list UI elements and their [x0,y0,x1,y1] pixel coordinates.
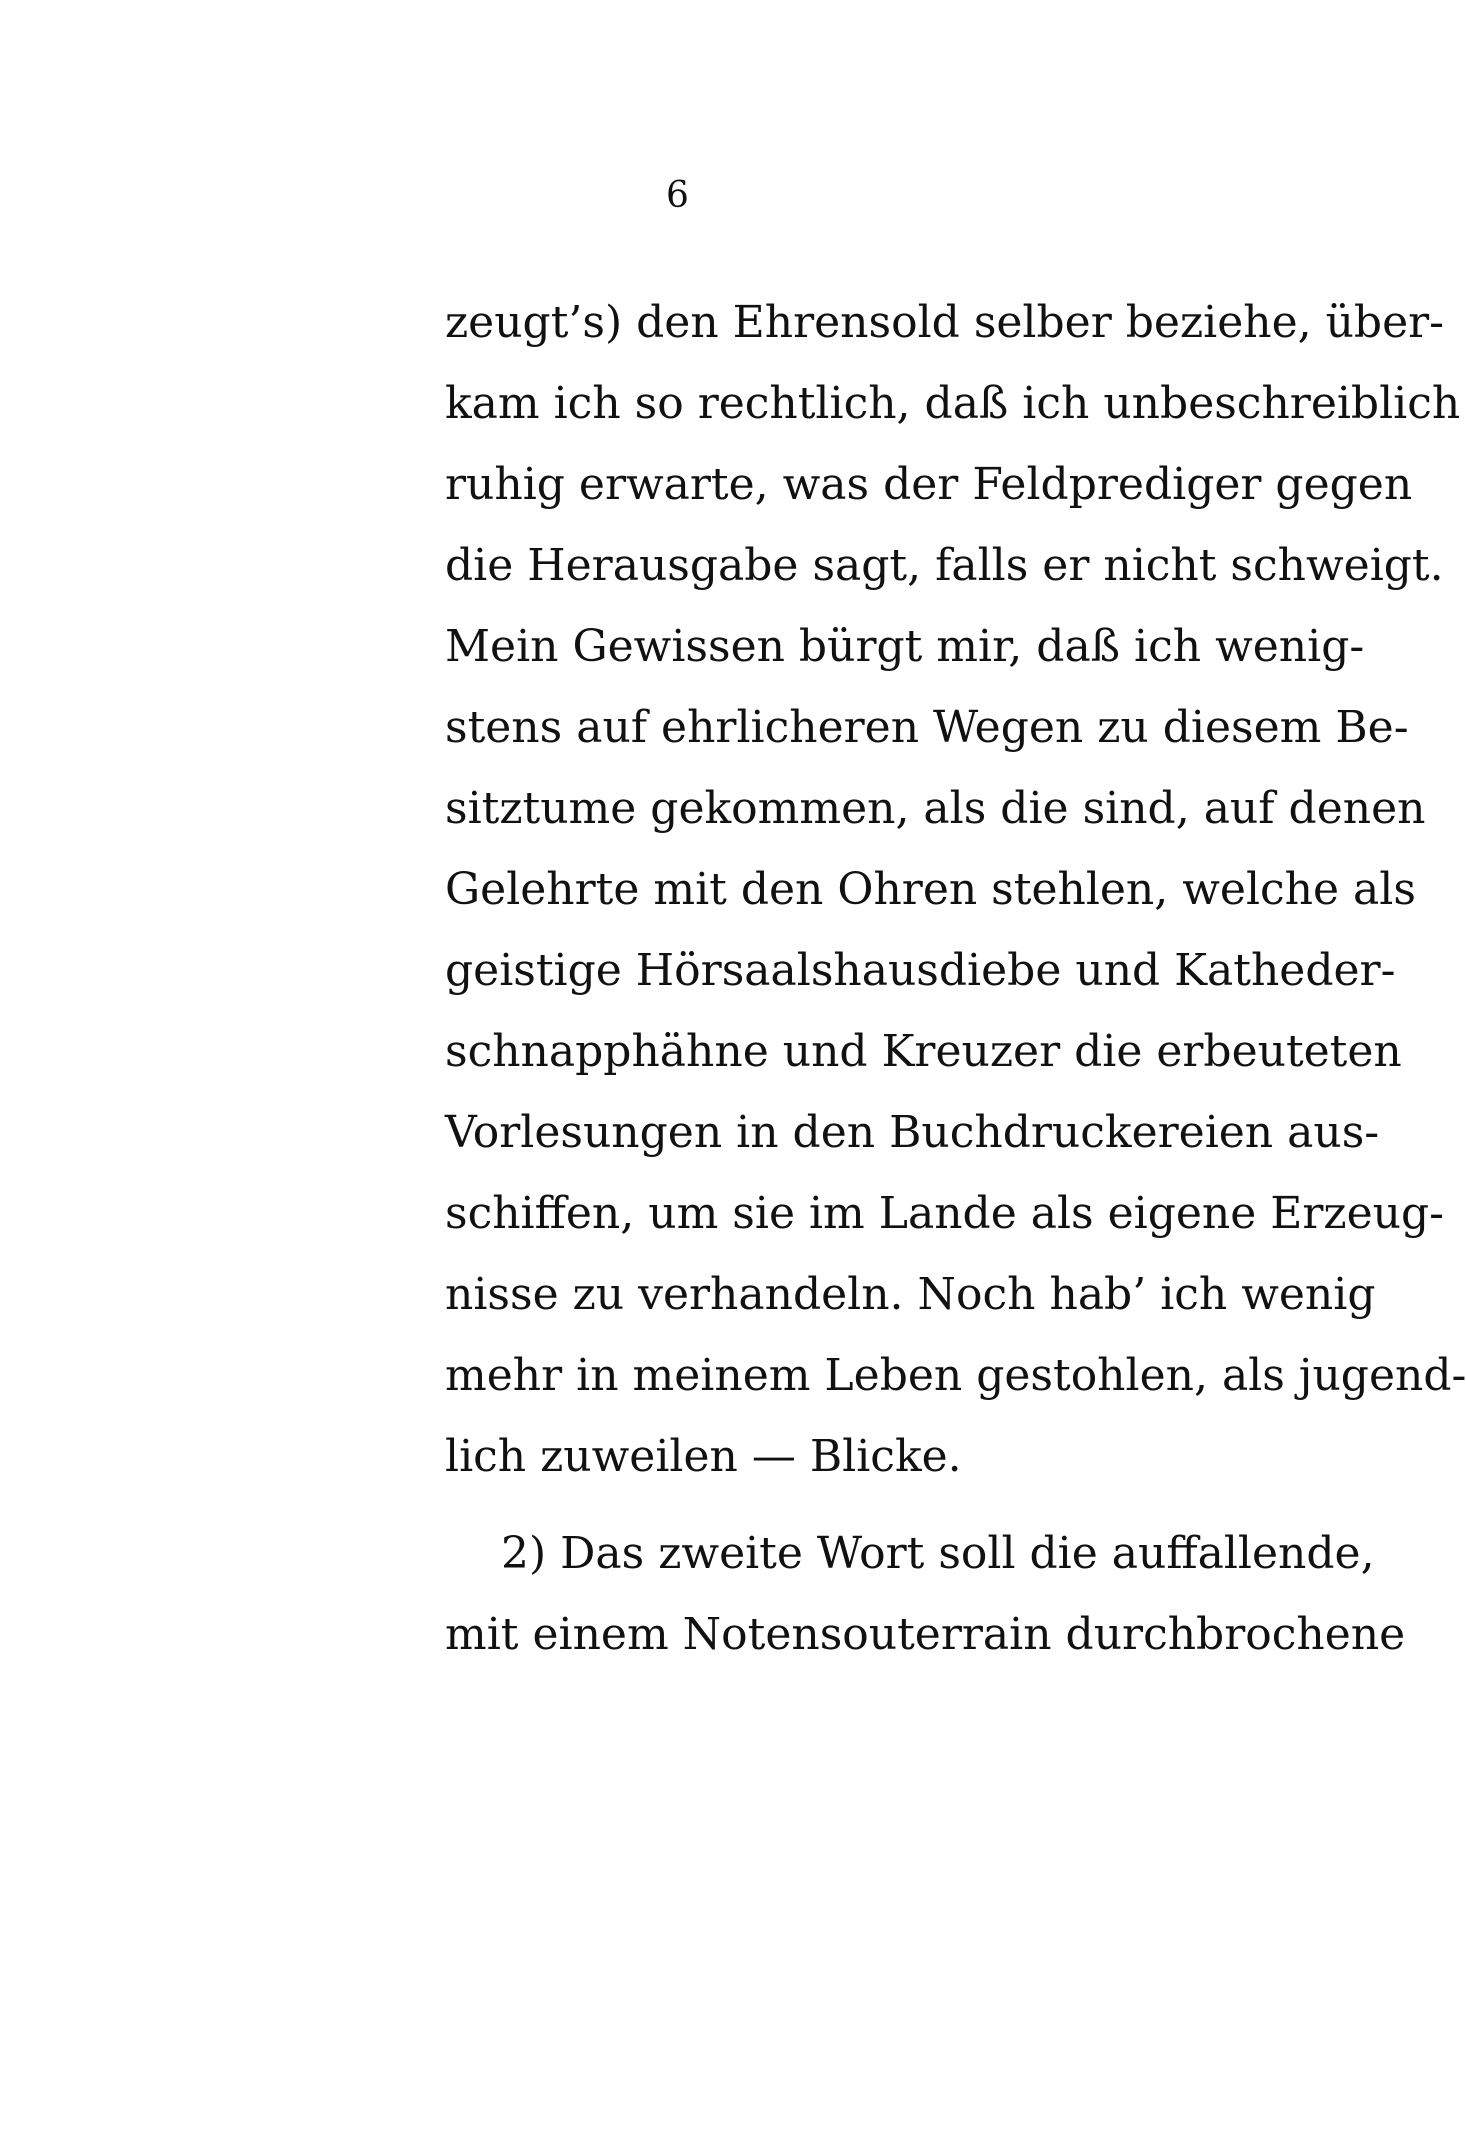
text-line: schnapphähne und Kreuzer die erbeuteten [445,1026,1402,1077]
footnote-line: mit einem Notensouterrain durchbrochene [445,1609,1406,1660]
text-line: ruhig erwarte, was der Feldprediger gegen [445,459,1413,510]
body-text [445,282,1466,1675]
text-line: sitztume gekommen, als die sind, auf denen [445,783,1426,834]
text-line: Vorlesungen in den Buchdruckereien aus- [445,1107,1380,1158]
text-line: geistige Hörsaalshausdiebe und Katheder- [445,945,1396,996]
text-line: schiffen, um sie im Lande als eigene Erzeug- [445,1188,1445,1239]
text-line: kam ich so rechtlich, daß ich unbeschreiblich [445,378,1461,429]
text-line: Mein Gewissen bürgt mir, daß ich wenig- [445,621,1365,672]
text-line: mehr in meinem Leben gestohlen, als jugend- [445,1350,1466,1401]
text-line: stens auf ehrlicheren Wegen zu diesem Be- [445,702,1409,753]
text-line: zeugt’s) den Ehrensold selber beziehe, über- [445,297,1445,348]
text-line: die Herausgabe sagt, falls er nicht schweigt. [445,540,1444,591]
page-number: 6 [666,175,689,216]
text-line: lich zuweilen — Blicke. [445,1431,962,1482]
footnote-line: 2) Das zweite Wort soll die auffallende, [501,1528,1375,1579]
text-line: nisse zu verhandeln. Noch hab’ ich wenig [445,1269,1376,1320]
text-line: Gelehrte mit den Ohren stehlen, welche als [445,864,1416,915]
